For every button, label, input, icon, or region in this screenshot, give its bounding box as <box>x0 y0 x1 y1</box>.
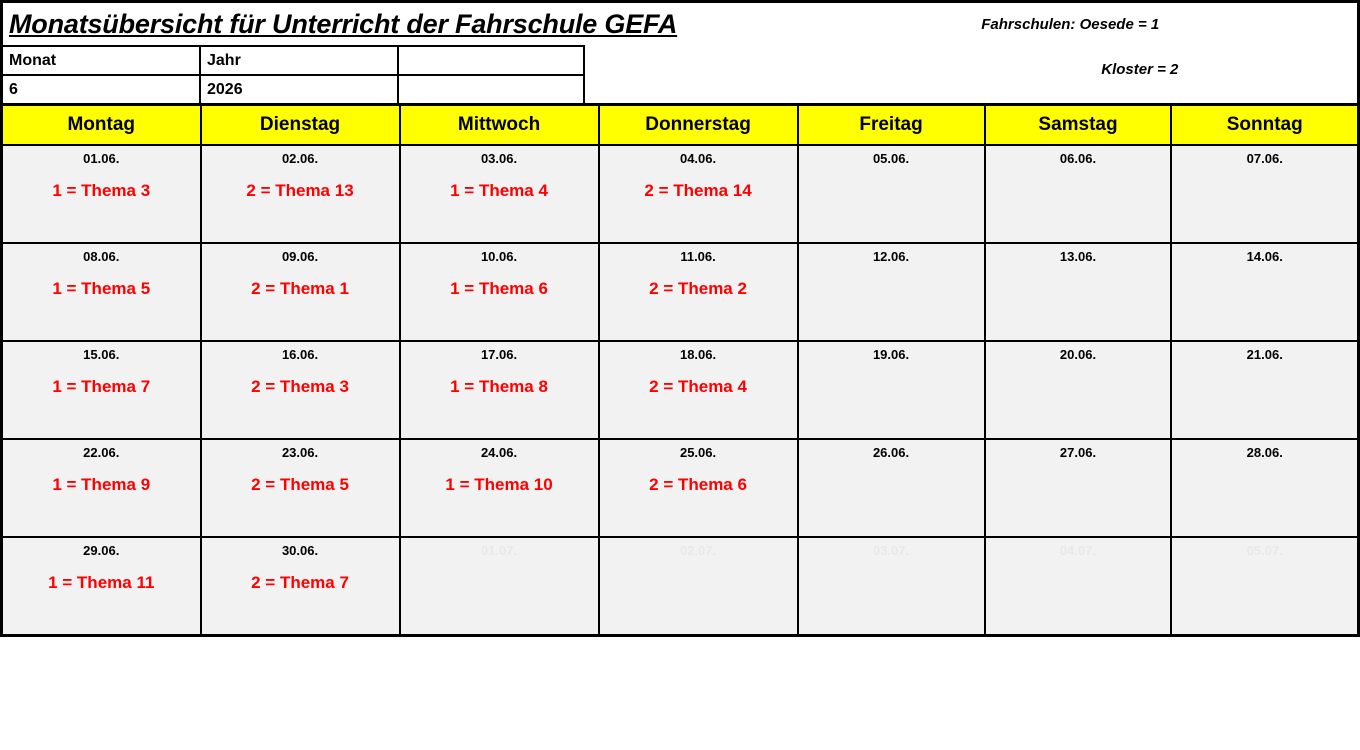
filler-cell <box>2 604 201 636</box>
topic-cell[interactable]: 2 = Thema 7 <box>201 562 400 604</box>
calendar-header-row <box>2 105 1359 146</box>
filler-cell <box>599 604 798 636</box>
year-label: Jahr <box>201 45 399 74</box>
date-cell: 02.06. <box>201 145 400 170</box>
topic-cell[interactable]: 2 = Thema 13 <box>201 170 400 212</box>
date-cell: 29.06. <box>2 537 201 562</box>
week-topic-row <box>2 562 1359 604</box>
filler-cell <box>599 310 798 341</box>
topic-cell[interactable]: 1 = Thema 9 <box>2 464 201 506</box>
week-topic-row <box>2 170 1359 212</box>
driving-schools-line-2: Kloster = 2 <box>1101 61 1179 78</box>
topic-cell[interactable] <box>985 366 1172 408</box>
day-header-dienstag: Dienstag <box>201 105 400 146</box>
title-row <box>3 3 791 45</box>
filler-cell <box>1171 604 1358 636</box>
topic-cell[interactable] <box>985 268 1172 310</box>
filler-cell <box>400 506 599 537</box>
blank-label <box>399 45 585 74</box>
date-cell: 27.06. <box>985 439 1172 464</box>
filler-cell <box>201 408 400 439</box>
date-cell: 25.06. <box>599 439 798 464</box>
topic-cell[interactable]: 1 = Thema 4 <box>400 170 599 212</box>
filler-cell <box>201 506 400 537</box>
date-cell: 04.06. <box>599 145 798 170</box>
filler-cell <box>985 506 1172 537</box>
topic-cell[interactable] <box>985 170 1172 212</box>
filler-cell <box>985 212 1172 243</box>
topic-cell[interactable] <box>1171 170 1358 212</box>
filler-cell <box>1171 310 1358 341</box>
filler-cell <box>798 310 985 341</box>
topic-cell[interactable]: 2 = Thema 5 <box>201 464 400 506</box>
date-cell: 05.07. <box>1171 537 1358 562</box>
filler-cell <box>400 408 599 439</box>
topic-cell[interactable] <box>798 268 985 310</box>
date-cell: 06.06. <box>985 145 1172 170</box>
week-filler-row <box>2 506 1359 537</box>
filler-cell <box>798 604 985 636</box>
topic-cell[interactable] <box>798 464 985 506</box>
date-cell: 15.06. <box>2 341 201 366</box>
month-label: Monat <box>3 45 201 74</box>
week-date-row <box>2 145 1359 170</box>
date-cell: 28.06. <box>1171 439 1358 464</box>
day-header-donnerstag: Donnerstag <box>599 105 798 146</box>
calendar-table <box>0 103 1360 637</box>
topic-cell[interactable]: 2 = Thema 14 <box>599 170 798 212</box>
topic-cell[interactable] <box>1171 366 1358 408</box>
week-date-row <box>2 341 1359 366</box>
date-cell: 02.07. <box>599 537 798 562</box>
date-cell: 12.06. <box>798 243 985 268</box>
date-cell: 30.06. <box>201 537 400 562</box>
date-cell: 07.06. <box>1171 145 1358 170</box>
topic-cell[interactable]: 2 = Thema 6 <box>599 464 798 506</box>
topic-cell[interactable]: 1 = Thema 8 <box>400 366 599 408</box>
week-topic-row <box>2 464 1359 506</box>
day-header-sonntag: Sonntag <box>1171 105 1358 146</box>
week-date-row <box>2 439 1359 464</box>
filler-cell <box>599 506 798 537</box>
date-cell: 04.07. <box>985 537 1172 562</box>
date-cell: 18.06. <box>599 341 798 366</box>
filler-cell <box>798 408 985 439</box>
topic-cell[interactable]: 2 = Thema 1 <box>201 268 400 310</box>
topic-cell[interactable]: 2 = Thema 3 <box>201 366 400 408</box>
topic-cell[interactable] <box>1171 464 1358 506</box>
filler-cell <box>985 604 1172 636</box>
filler-cell <box>400 604 599 636</box>
date-cell: 05.06. <box>798 145 985 170</box>
date-cell: 09.06. <box>201 243 400 268</box>
topic-cell[interactable]: 1 = Thema 11 <box>2 562 201 604</box>
week-topic-row <box>2 268 1359 310</box>
date-cell: 22.06. <box>2 439 201 464</box>
filler-cell <box>1171 408 1358 439</box>
month-value[interactable]: 6 <box>3 74 201 103</box>
topic-cell[interactable] <box>1171 562 1358 604</box>
day-header-montag: Montag <box>2 105 201 146</box>
blank-value[interactable] <box>399 74 585 103</box>
header-left <box>3 3 791 103</box>
date-cell: 03.07. <box>798 537 985 562</box>
date-cell: 08.06. <box>2 243 201 268</box>
topic-cell[interactable]: 1 = Thema 5 <box>2 268 201 310</box>
topic-cell[interactable] <box>798 562 985 604</box>
topic-cell[interactable] <box>400 562 599 604</box>
filler-cell <box>201 310 400 341</box>
topic-cell[interactable]: 1 = Thema 6 <box>400 268 599 310</box>
topic-cell[interactable]: 1 = Thema 10 <box>400 464 599 506</box>
date-cell: 21.06. <box>1171 341 1358 366</box>
filler-cell <box>1171 506 1358 537</box>
filler-cell <box>985 408 1172 439</box>
date-cell: 11.06. <box>599 243 798 268</box>
filler-cell <box>798 506 985 537</box>
date-cell: 01.06. <box>2 145 201 170</box>
calendar-body <box>2 145 1359 636</box>
date-cell: 13.06. <box>985 243 1172 268</box>
header-area <box>0 0 1360 103</box>
topic-cell[interactable] <box>1171 268 1358 310</box>
topic-cell[interactable] <box>599 562 798 604</box>
value-row <box>3 74 791 103</box>
week-filler-row <box>2 310 1359 341</box>
filler-cell <box>400 310 599 341</box>
date-cell: 23.06. <box>201 439 400 464</box>
year-value[interactable]: 2026 <box>201 74 399 103</box>
week-filler-row <box>2 212 1359 243</box>
label-row <box>3 45 791 74</box>
filler-cell <box>400 212 599 243</box>
week-filler-row <box>2 408 1359 439</box>
date-cell: 17.06. <box>400 341 599 366</box>
filler-cell <box>201 604 400 636</box>
date-cell: 16.06. <box>201 341 400 366</box>
week-date-row <box>2 243 1359 268</box>
filler-cell <box>599 212 798 243</box>
day-header-mittwoch: Mittwoch <box>400 105 599 146</box>
week-date-row <box>2 537 1359 562</box>
filler-cell <box>798 212 985 243</box>
date-cell: 24.06. <box>400 439 599 464</box>
topic-cell[interactable] <box>798 366 985 408</box>
date-cell: 01.07. <box>400 537 599 562</box>
driving-schools-line-1: Fahrschulen: Oesede = 1 <box>981 16 1160 33</box>
driving-schools-legend <box>791 3 1357 103</box>
filler-cell <box>985 310 1172 341</box>
page-title: Monatsübersicht für Unterricht der Fahrschule GEFA <box>9 8 678 39</box>
date-cell: 20.06. <box>985 341 1172 366</box>
filler-cell <box>599 408 798 439</box>
filler-cell <box>2 408 201 439</box>
date-cell: 19.06. <box>798 341 985 366</box>
topic-cell[interactable] <box>985 562 1172 604</box>
week-filler-row <box>2 604 1359 636</box>
topic-cell[interactable]: 2 = Thema 4 <box>599 366 798 408</box>
date-cell: 26.06. <box>798 439 985 464</box>
topic-cell[interactable]: 2 = Thema 2 <box>599 268 798 310</box>
filler-cell <box>2 310 201 341</box>
week-topic-row <box>2 366 1359 408</box>
date-cell: 14.06. <box>1171 243 1358 268</box>
date-cell: 10.06. <box>400 243 599 268</box>
topic-cell[interactable] <box>985 464 1172 506</box>
topic-cell[interactable]: 1 = Thema 3 <box>2 170 201 212</box>
day-header-samstag: Samstag <box>985 105 1172 146</box>
topic-cell[interactable] <box>798 170 985 212</box>
topic-cell[interactable]: 1 = Thema 7 <box>2 366 201 408</box>
day-header-freitag: Freitag <box>798 105 985 146</box>
filler-cell <box>2 212 201 243</box>
filler-cell <box>201 212 400 243</box>
date-cell: 03.06. <box>400 145 599 170</box>
filler-cell <box>2 506 201 537</box>
filler-cell <box>1171 212 1358 243</box>
